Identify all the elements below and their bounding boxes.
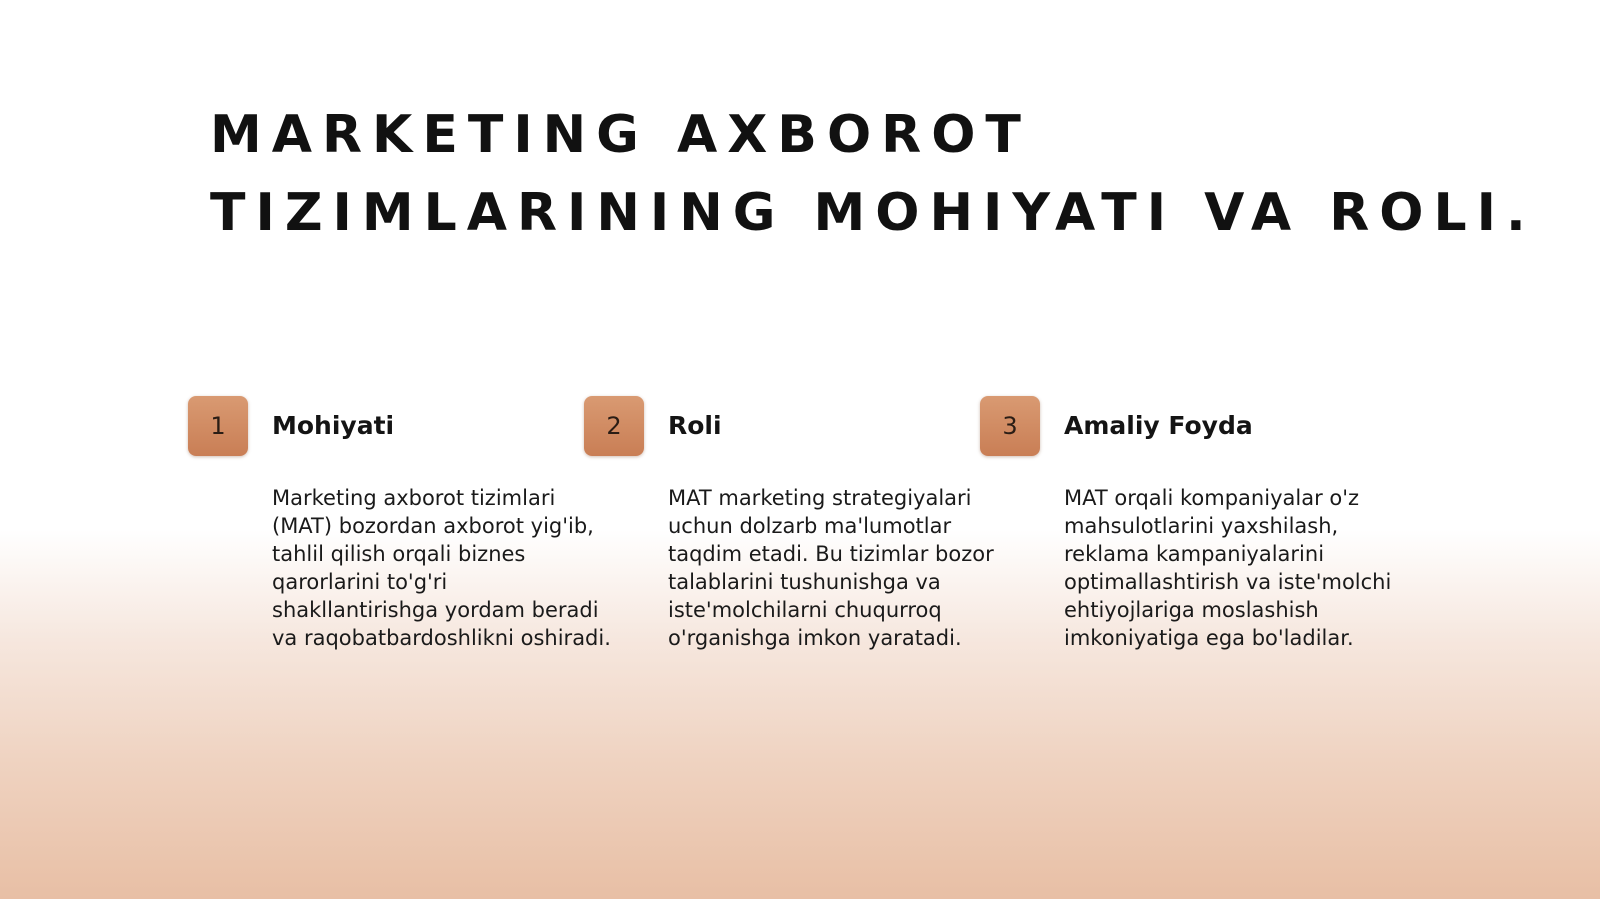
section-heading-roli: Roli xyxy=(668,411,722,440)
section-roli xyxy=(584,396,994,696)
section-text-roli: MAT marketing strategiyalari uchun dolzarb ma'lumotlar taqdim etadi. Bu tizimlar bozor talablarini tushunishga va iste'molchilarni chuqurroq o'rganishga imkon yaratadi. xyxy=(668,486,994,650)
section-mohiyati xyxy=(188,396,611,696)
section-heading-mohiyati: Mohiyati xyxy=(272,411,395,440)
number-badge-1: 1 xyxy=(188,396,248,456)
section-text-amaliy-foyda: MAT orqali kompaniyalar o'z mahsulotlarini yaxshilash, reklama kampaniyalarini optimallashtirish va iste'molchi ehtiyojlariga moslashish imkoniyatiga ega bo'ladilar. xyxy=(1064,486,1392,650)
number-badge-2: 2 xyxy=(584,396,644,456)
section-amaliy-foyda xyxy=(980,396,1392,696)
section-text-mohiyati: Marketing axborot tizimlari (MAT) bozordan axborot yig'ib, tahlil qilish orqali biznes qarorlarini to'g'ri shakllantirishga yordam beradi va raqobatbardoshlikni oshiradi. xyxy=(272,486,611,650)
number-badge-3: 3 xyxy=(980,396,1040,456)
section-heading-amaliy-foyda: Amaliy Foyda xyxy=(1064,411,1253,440)
slide-title: MARKETING AXBOROT TIZIMLARINING MOHIYATI VA ROLI. xyxy=(210,105,1536,243)
